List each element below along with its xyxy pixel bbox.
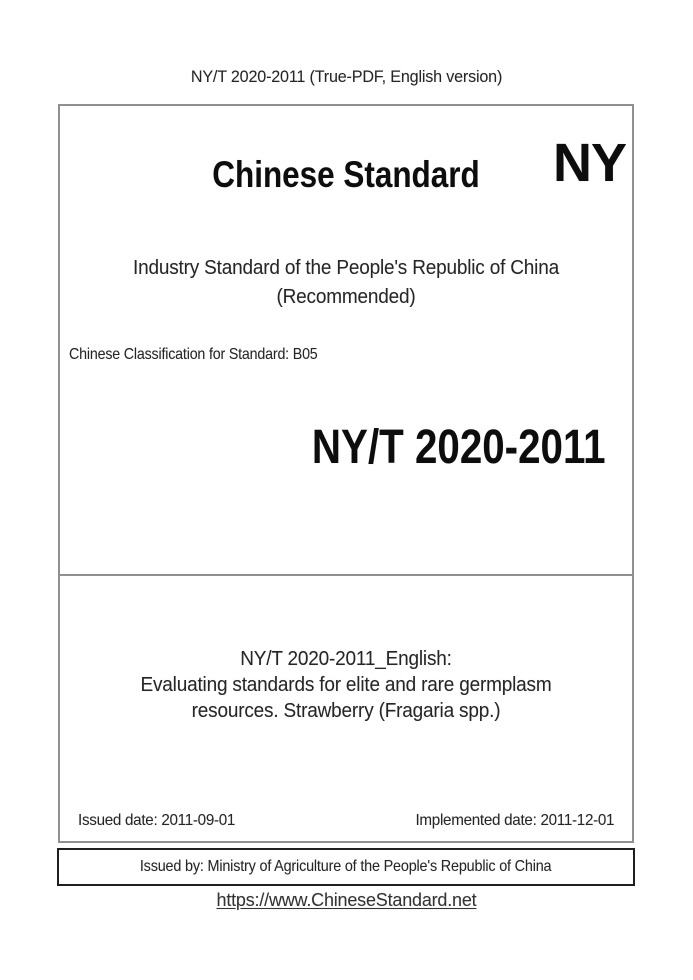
footer-link-row xyxy=(0,889,693,911)
cover-box xyxy=(58,104,634,843)
cover-bottom-section xyxy=(60,576,632,841)
standard-type-line1: Industry Standard of the People's Republic of China xyxy=(133,257,559,279)
document-title-line3: resources. Strawberry (Fragaria spp.) xyxy=(191,700,501,722)
site-link[interactable]: https://www.ChineseStandard.net xyxy=(216,890,477,910)
document-title-line2: Evaluating standards for elite and rare germplasm xyxy=(140,674,552,696)
classification-label: Chinese Classification for Standard: B05 xyxy=(69,346,318,363)
issued-by-label: Issued by: Ministry of Agriculture of the People's Republic of China xyxy=(140,858,552,875)
issued-by-box xyxy=(57,848,635,886)
standard-type-line2: (Recommended) xyxy=(276,286,416,308)
standard-number: NY/T 2020-2011 xyxy=(312,421,606,474)
brand-title: Chinese Standard xyxy=(212,154,480,195)
page-header: NY/T 2020-2011 (True-PDF, English version) xyxy=(190,67,503,86)
implemented-date: Implemented date: 2011-12-01 xyxy=(415,812,614,829)
cover-top-section xyxy=(60,106,632,576)
issued-date: Issued date: 2011-09-01 xyxy=(78,812,236,829)
document-title-line1: NY/T 2020-2011_English: xyxy=(240,648,452,670)
standard-type xyxy=(74,254,617,312)
dates-row xyxy=(60,811,632,831)
brand-code: NY xyxy=(552,133,626,193)
document-title xyxy=(74,646,617,724)
